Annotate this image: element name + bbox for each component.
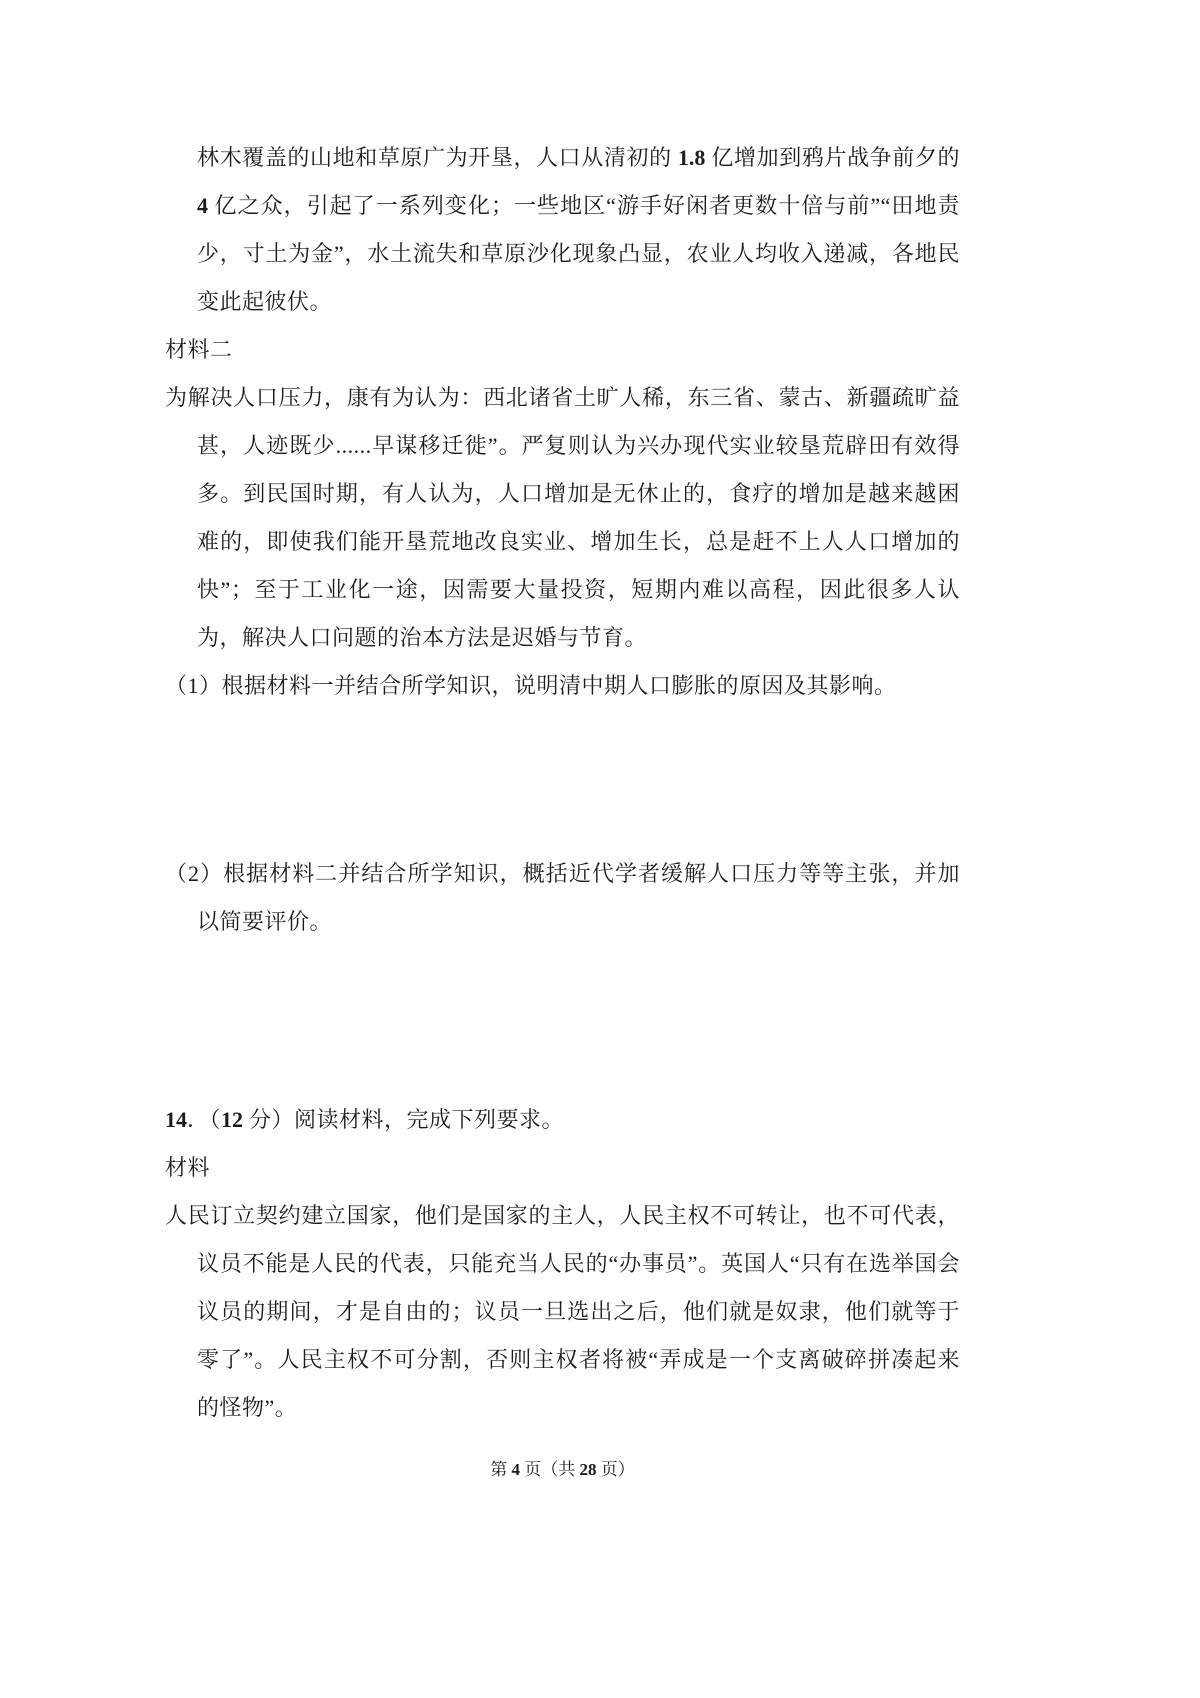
question-2: （2）根据材料二并结合所学知识，概括近代学者缓解人口压力等等主张，并加以简要评价。 (165, 861, 960, 934)
answer-space-1 (165, 710, 960, 850)
body-text: 第 (490, 1460, 512, 1479)
body-text: 林木覆盖的山地和草原广为开垦，人口从清初的 (197, 145, 678, 170)
material-heading: 材料 (165, 1155, 211, 1180)
bold-number-text: 12 (221, 1107, 244, 1132)
answer-space-2 (165, 946, 960, 1096)
bold-number-text: 28 (579, 1460, 597, 1479)
bold-number-text: 4 (197, 193, 208, 218)
bold-number-text: 4 (511, 1460, 520, 1479)
bold-number-text: 1.8 (677, 145, 706, 170)
question-1: （1）根据材料一并结合所学知识，说明清中期人口膨胀的原因及其影响。 (165, 673, 897, 698)
question-14-heading (165, 1096, 960, 1144)
body-text: 分）阅读材料，完成下列要求。 (243, 1107, 565, 1132)
material-two-heading: 材料二 (165, 337, 233, 362)
body-text: 页） (596, 1460, 635, 1479)
bold-number-text: 14 (165, 1107, 187, 1132)
paragraph-material-14: 人民订立契约建立国家，他们是国家的主人，人民主权不可转让，也不可代表，议员不能是人民的代表，只能充当人民的“办事员”。英国人“只有在选举国会议员的期间，才是自由的；议员一旦选出之后，他们就是奴隶，他们就等于零了”。人民主权不可分割，否则主权者将被“弄成是一个支离破碎拼凑起来的怪物”。 (165, 1203, 960, 1420)
body-text: 亿之众，引起了一系列变化；一些地区“游手好闲者更数十倍与前”“田地责少，寸土为金”，水土流失和草原沙化现象凸显，农业人均收入递减，各地民变此起彼伏。 (197, 193, 960, 314)
body-text: ．（ (187, 1107, 222, 1132)
paragraph-material-two: 为解决人口压力，康有为认为：西北诸省土旷人稀，东三省、蒙古、新疆疏旷益甚，人迹既少......早谋移迁徙”。严复则认为兴办现代实业较垦荒辟田有效得多。到民国时期，有人认为，人口增加是无休止的，食疗的增加是越来越困难的，即使我们能开垦荒地改良实业、增加生长，总是赶不上人人口增加的快”；至于工业化一途，因需要大量投资，短期内难以高程，因此很多人认为，解决人口问题的治本方法是迟婚与节育。 (165, 385, 960, 650)
body-text: 亿增加到鸦片战争前夕的 (705, 145, 960, 170)
body-text: 页（共 (520, 1460, 580, 1479)
page-footer (165, 1458, 960, 1482)
paragraph-material-one-continued (197, 134, 960, 326)
